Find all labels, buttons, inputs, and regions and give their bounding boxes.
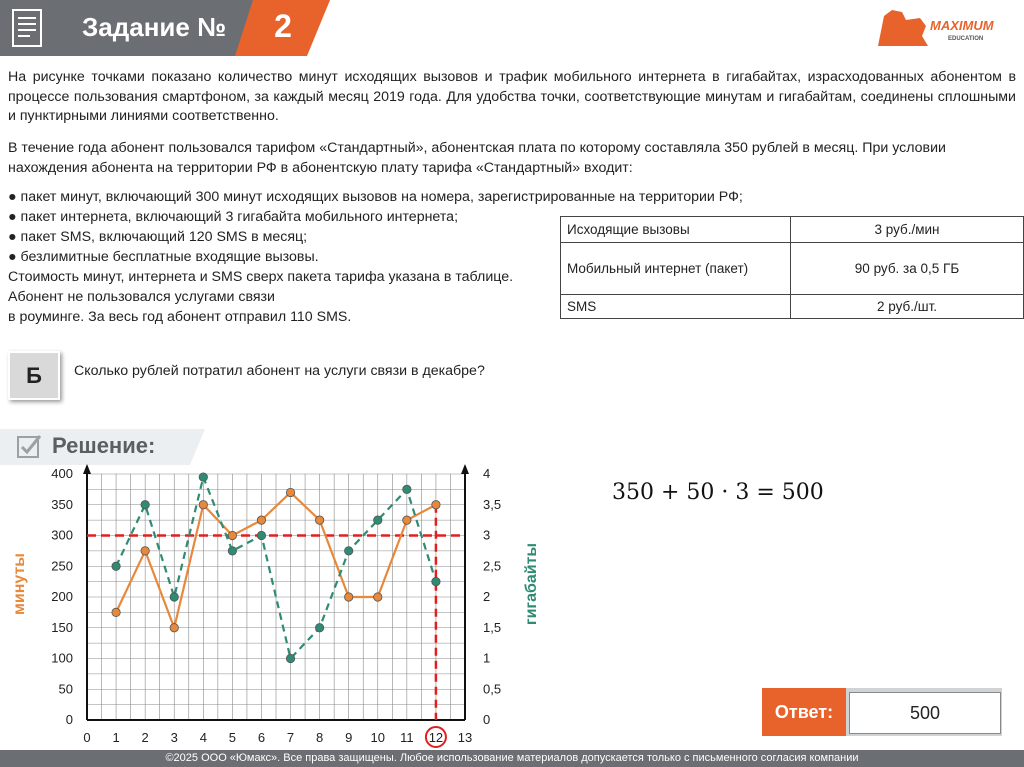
y-left-tick-label: 250 [51, 558, 73, 574]
solution-formula: 350 + 50 · 3 = 500 [612, 480, 824, 505]
list-item: Стоимость минут, интернета и SMS сверх пакета тарифа указана в таблице. [8, 269, 514, 285]
gigabytes-data-point [432, 577, 440, 585]
gigabytes-data-point [228, 547, 236, 555]
tariff-table [560, 216, 1024, 319]
x-tick-label: 10 [370, 730, 386, 745]
y-right-tick-label: 0,5 [483, 681, 502, 697]
task-title: Задание № [82, 12, 227, 42]
gigabytes-data-point [374, 516, 382, 524]
document-icon [12, 9, 42, 47]
checkbox-check-icon [16, 433, 42, 459]
x-tick-label: 4 [199, 730, 207, 745]
x-tick-label: 6 [257, 730, 266, 745]
y-right-tick-label: 0 [483, 712, 491, 727]
y-left-axis-arrow [83, 464, 91, 474]
list-item: ● пакет интернета, включающий 3 гигабайта мобильного интернета; [8, 209, 459, 225]
table-row [561, 217, 1024, 243]
list-item: ● безлимитные бесплатные входящие вызовы. [8, 249, 319, 265]
gigabytes-data-point [141, 501, 149, 509]
gigabytes-data-point [257, 531, 265, 539]
table-row [561, 295, 1024, 319]
x-tick-label: 5 [228, 730, 237, 745]
list-item: ● пакет минут, включающий 300 минут исходящих вызовов на номера, зарегистрированные на территории РФ; [8, 189, 743, 205]
gigabytes-data-point [286, 654, 294, 662]
table-cell: 2 руб./шт. [791, 295, 1024, 319]
minutes-data-point [432, 501, 440, 509]
answer-label: Ответ: [762, 688, 846, 736]
header-bar [0, 0, 1024, 62]
answer-value: 500 [849, 692, 1001, 734]
table-row [561, 243, 1024, 295]
x-tick-label: 1 [112, 730, 120, 745]
gigabytes-data-point [403, 485, 411, 493]
y-right-axis-arrow [461, 464, 469, 474]
task-number: 2 [274, 8, 292, 44]
list-item: ● пакет SMS, включающий 120 SMS в месяц; [8, 229, 308, 245]
x-tick-label: 2 [141, 730, 149, 745]
y-right-axis-title: гигабайты [523, 542, 540, 626]
x-tick-label: 3 [170, 730, 178, 745]
x-tick-label: 9 [345, 730, 353, 745]
question-text: Сколько рублей потратил абонент на услуги связи в декабре? [74, 363, 485, 379]
list-item: Абонент не пользовался услугами связи [8, 289, 275, 305]
minutes-data-point [403, 516, 411, 524]
x-tick-label: 0 [83, 730, 91, 745]
minutes-data-point [257, 516, 265, 524]
usage-chart [0, 460, 560, 750]
gigabytes-data-point [199, 473, 207, 481]
y-left-tick-label: 0 [65, 712, 73, 727]
table-cell: 3 руб./мин [791, 217, 1024, 243]
minutes-data-point [199, 501, 207, 509]
y-right-tick-label: 2 [483, 589, 491, 604]
list-item: в роуминге. За весь год абонент отправил 110 SMS. [8, 309, 352, 325]
y-left-tick-label: 300 [51, 527, 73, 543]
y-left-tick-label: 200 [51, 589, 73, 604]
minutes-data-point [374, 593, 382, 601]
gigabytes-data-point [112, 562, 120, 570]
minutes-data-point [344, 593, 352, 601]
minutes-data-point [170, 624, 178, 632]
gigabytes-data-point [315, 624, 323, 632]
footer-copyright: ©2025 ООО «Юмакс». Все права защищены. Любое использование материалов допускается только с письменного согласия компании [0, 750, 1024, 767]
y-right-tick-label: 3 [483, 527, 491, 543]
problem-paragraph-1: На рисунке точками показано количество минут исходящих вызовов и трафик мобильного интернета в гигабайтах, израсходованных абонентом в процессе пользования смартфоном, за каждый месяц 2019 года. Для удобства точки, соответствующие минутам и гигабайтам, соединены сплошными и пунктирными линиями соответственно. [8, 69, 1016, 125]
table-cell: 90 руб. за 0,5 ГБ [791, 243, 1024, 295]
y-left-tick-label: 350 [51, 496, 73, 512]
table-cell: Исходящие вызовы [561, 217, 791, 243]
table-cell: Мобильный интернет (пакет) [561, 243, 791, 295]
y-right-tick-label: 1,5 [483, 619, 502, 635]
table-cell: SMS [561, 295, 791, 319]
x-tick-label: 11 [400, 730, 414, 745]
y-left-tick-label: 150 [51, 619, 73, 635]
minutes-data-point [141, 547, 149, 555]
y-left-tick-label: 100 [51, 650, 73, 666]
y-right-tick-label: 1 [483, 650, 491, 666]
minutes-data-point [228, 531, 236, 539]
y-left-tick-label: 400 [51, 466, 73, 481]
svg-text:MAXIMUM: MAXIMUM [930, 18, 994, 33]
y-right-tick-label: 3,5 [483, 496, 502, 512]
maximum-logo-icon [876, 6, 1016, 50]
minutes-data-point [315, 516, 323, 524]
minutes-data-point [112, 608, 120, 616]
y-right-tick-label: 4 [483, 466, 491, 481]
x-tick-label: 7 [286, 730, 295, 745]
x-tick-label: 12 [428, 730, 444, 745]
problem-paragraph-2: В течение года абонент пользовался тарифом «Стандартный», абонентская плата по которому составляла 350 рублей в месяц. При условии нахождения абонента на территории РФ в абонентскую плату тарифа «Стандартный» входит: [8, 140, 946, 176]
x-tick-label: 8 [315, 730, 324, 745]
gigabytes-data-point [170, 593, 178, 601]
solution-title: Решение: [52, 433, 156, 458]
question-label: Б [8, 351, 60, 400]
minutes-data-point [286, 488, 294, 496]
gigabytes-data-point [344, 547, 352, 555]
x-tick-label: 13 [457, 730, 473, 745]
y-right-tick-label: 2,5 [483, 558, 502, 574]
y-left-axis-title: минуты [11, 553, 28, 615]
svg-text:EDUCATION: EDUCATION [948, 36, 984, 42]
y-left-tick-label: 50 [58, 681, 73, 697]
